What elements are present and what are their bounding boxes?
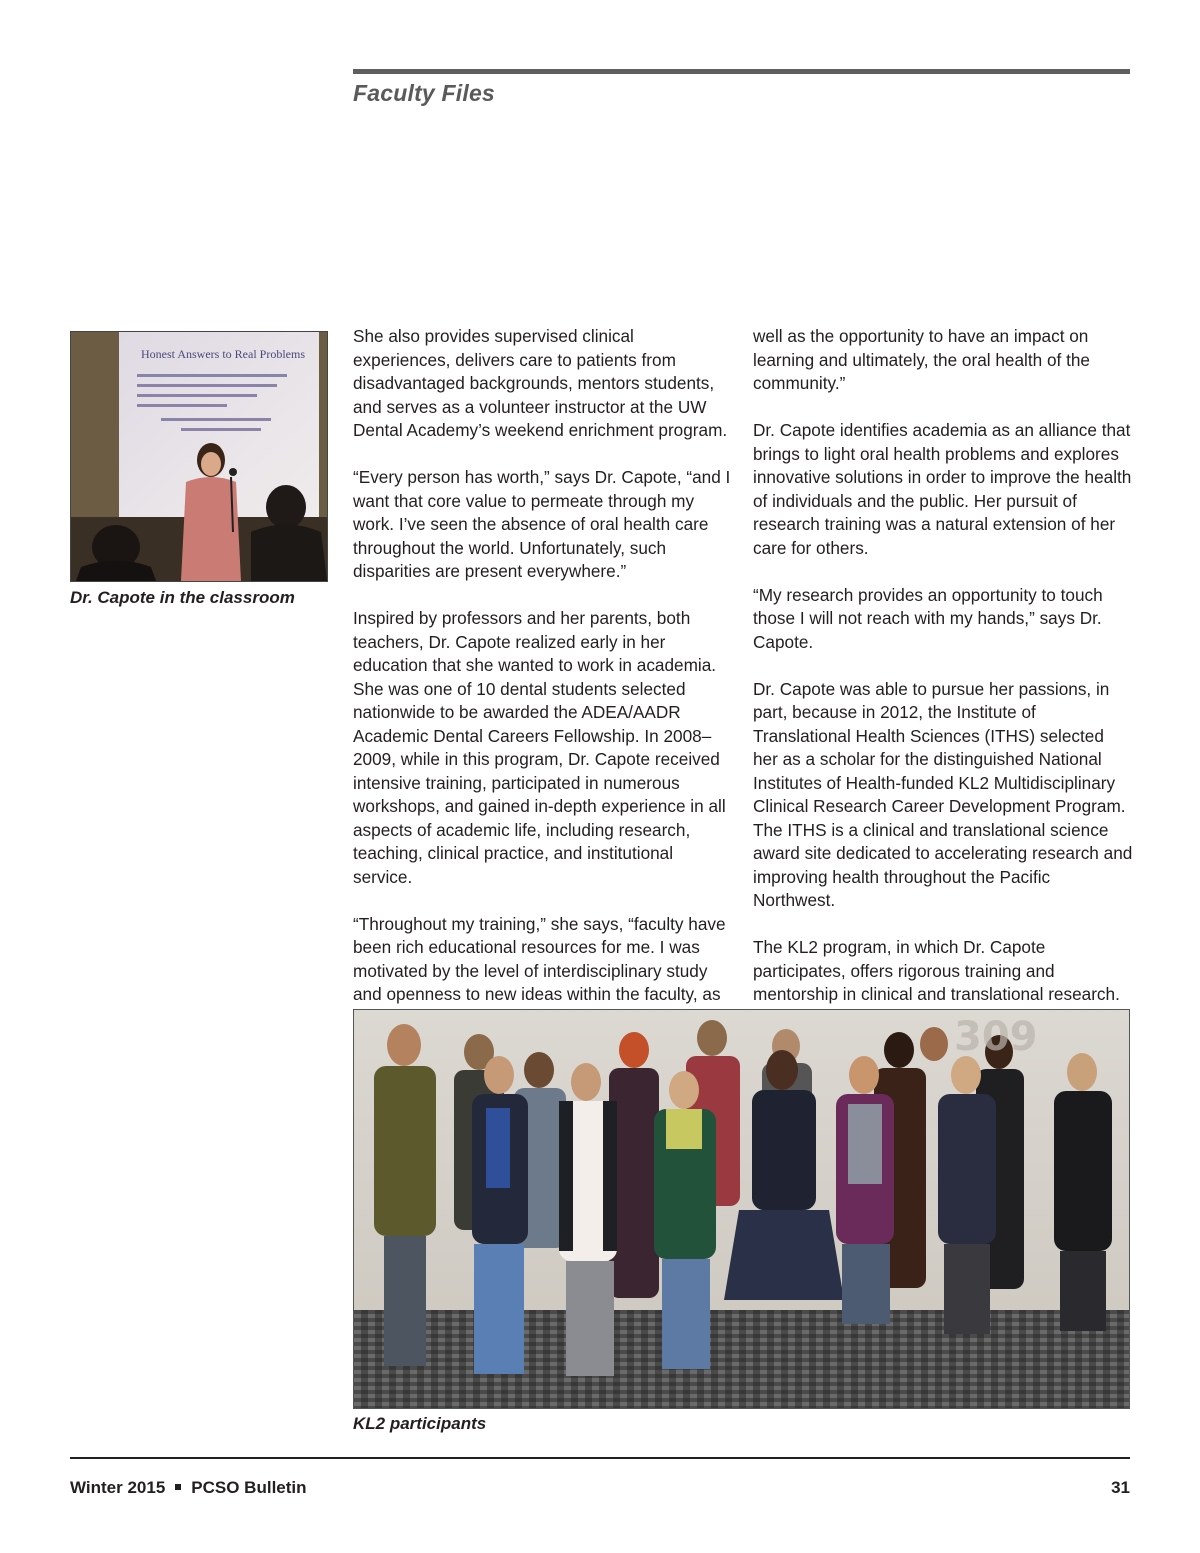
footer-publication: PCSO Bulletin xyxy=(191,1478,307,1497)
article-paragraph: The KL2 program, in which Dr. Capote participates, offers rigorous training and mentorship in clinical and translational research. xyxy=(753,937,1120,1004)
article-paragraph: She also provides supervised clinical experiences, delivers care to patients from disadvantaged backgrounds, mentors students, and serves as a volunteer instructor at the UW Dental Academy’s weekend enrichment program. xyxy=(353,326,728,440)
article-paragraph: Dr. Capote was able to pursue her passions, in part, because in 2012, the Institute of Translational Health Sciences (ITHS) selected her as a scholar for the distinguished National Institutes of Health-funded KL2 Multidisciplinary Clinical Research Career Development Program. The ITHS is a clinical and translational science award site dedicated to accelerating research and improving health throughout the Pacific Northwest. xyxy=(753,678,1133,910)
header-rule xyxy=(353,69,1130,74)
group-photo xyxy=(353,1009,1130,1409)
footer-issue: Winter 2015 xyxy=(70,1478,166,1497)
page-number: 31 xyxy=(1111,1478,1130,1497)
article-paragraph: “My research provides an opportunity to touch those I will not reach with my hands,” says Dr. Capote. xyxy=(753,584,1103,652)
group-photo-illustration xyxy=(354,1010,1129,1408)
footer-publication-info xyxy=(70,1478,307,1498)
classroom-photo-caption: Dr. Capote in the classroom xyxy=(70,588,295,607)
article-paragraph: Dr. Capote identifies academia as an alliance that brings to light oral health problems and explores innovative solutions in order to improve the health of individuals and the public. Her pursuit of research training was a natural extension of her care for others. xyxy=(753,420,1132,558)
slide-title: Honest Answers to Real Problems xyxy=(141,347,305,361)
classroom-photo xyxy=(70,331,328,582)
article-paragraph: “Throughout my training,” she says, “faculty have been rich educational resources for me. I was motivated by the level of interdisciplinary study and openness to new ideas within the faculty, as xyxy=(353,913,726,1004)
footer-separator-icon xyxy=(175,1484,181,1490)
group-photo-caption: KL2 participants xyxy=(353,1414,487,1433)
article-right-column xyxy=(753,325,1133,1030)
article-paragraph: “Every person has worth,” says Dr. Capote, “and I want that core value to permeate through my work. I’ve seen the absence of oral health care throughout the world. Unfortunately, such disparities are present everywhere.” xyxy=(353,467,731,581)
footer-rule xyxy=(70,1457,1130,1459)
article-paragraph: well as the opportunity to have an impact on learning and ultimately, the oral health of the community.” xyxy=(753,326,1090,393)
article-paragraph: Inspired by professors and her parents, both teachers, Dr. Capote realized early in her education that she wanted to work in academia. She was one of 10 dental students selected nationwide to be awarded the ADEA/AADR Academic Dental Careers Fellowship. In 2008–2009, while in this program, Dr. Capote received intensive training, participated in numerous workshops, and gained in-depth experience in all aspects of academic life, including research, teaching, clinical practice, and institutional service. xyxy=(353,608,726,887)
section-title: Faculty Files xyxy=(353,80,495,106)
svg-text:309: 309 xyxy=(954,1014,1038,1060)
article-left-column xyxy=(353,325,733,1007)
classroom-photo-illustration xyxy=(71,332,327,581)
